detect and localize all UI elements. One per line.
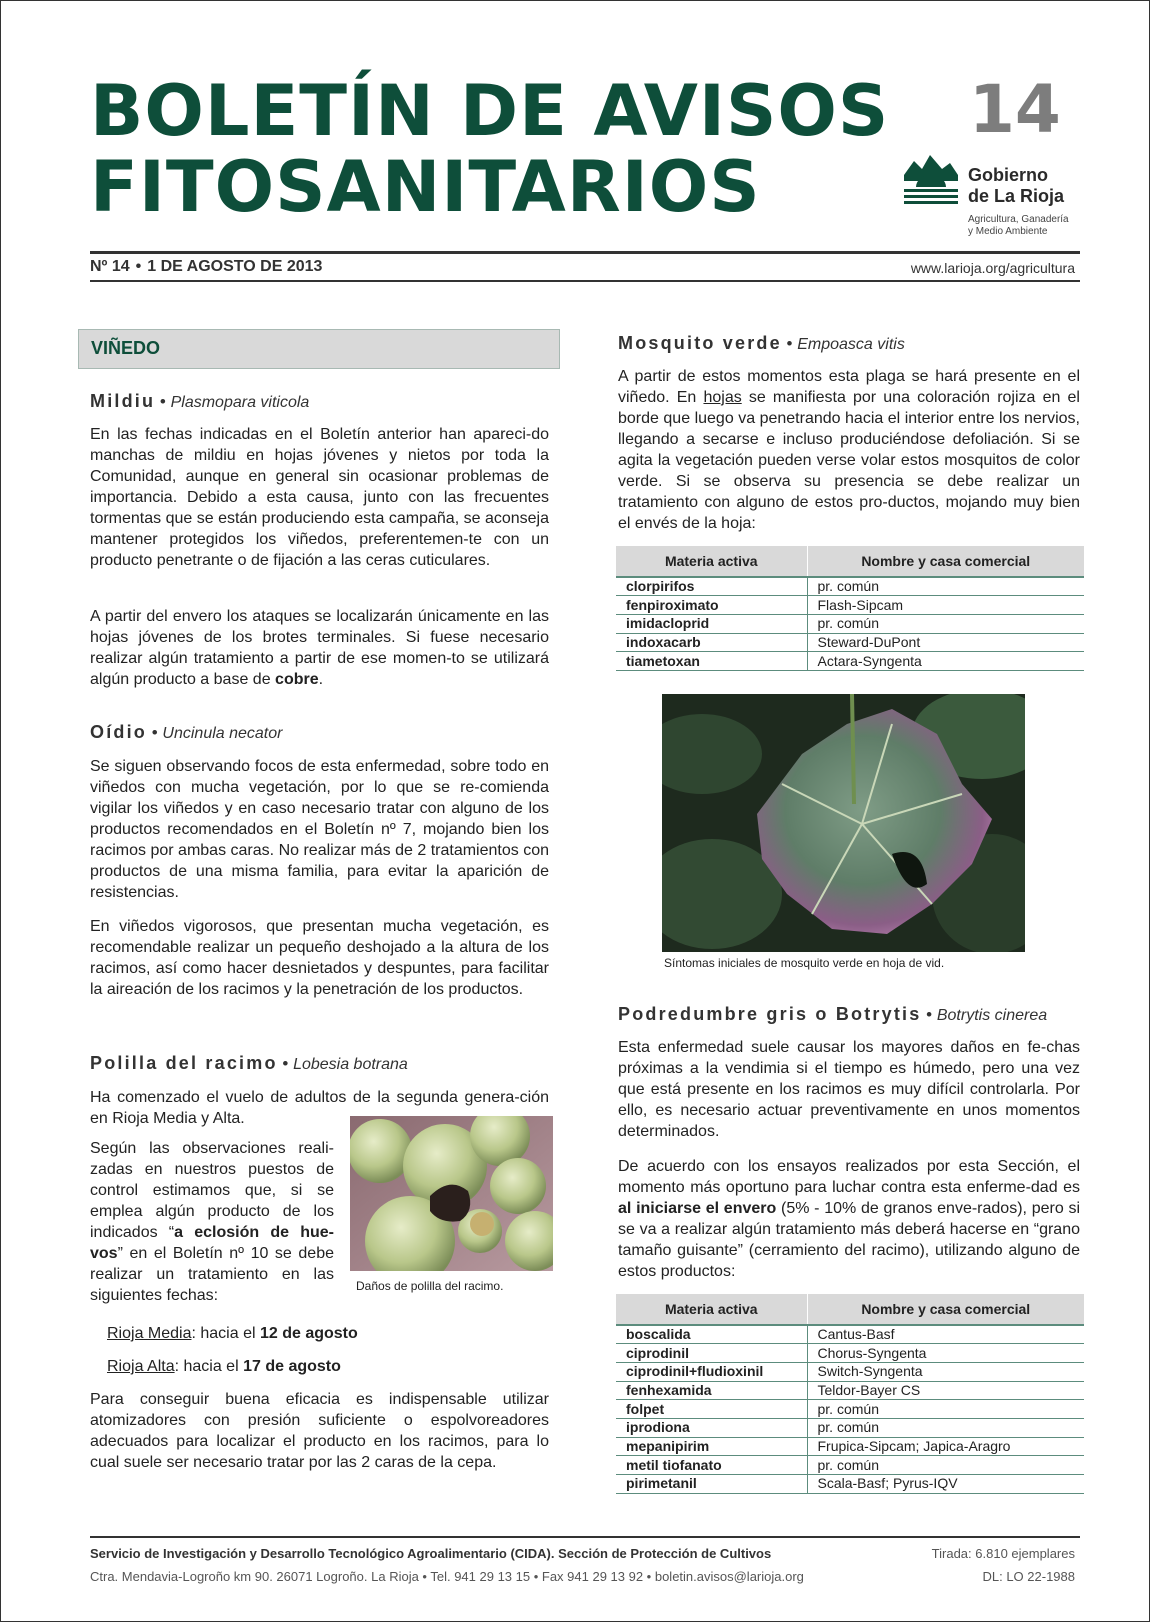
- table-row: fenhexamida Teldor-Bayer CS: [616, 1381, 1084, 1400]
- table-row: boscalida Cantus-Basf: [616, 1325, 1084, 1344]
- title-line-2: FITOSANITARIOS: [90, 146, 761, 228]
- heading-botrytis: Podredumbre gris o Botrytis • Botrytis cinerea: [618, 1004, 1048, 1024]
- mosquito-products-table: [616, 546, 1084, 671]
- botrytis-paragraph-2: De acuerdo con los ensayos realizados por esta Sección, el momento más oportuno para luchar contra esta enferme-dad es al iniciarse el envero (5% - 10% de granos enve-rados), pero si se va a realizar algún tratamiento más deberá hacerse en “grano tamaño guisante” (cerramiento del racimo), utilizando alguno de estos productos:: [618, 1158, 1080, 1280]
- column-header: Materia activa: [616, 1294, 807, 1325]
- header-rule-bottom: [90, 280, 1080, 282]
- polilla-photo-caption: Daños de polilla del racimo.: [356, 1279, 504, 1293]
- footer-service: Servicio de Investigación y Desarrollo Tecnológico Agroalimentario (CIDA). Sección de Protección de Cultivos: [90, 1546, 772, 1561]
- footer-dl: DL: LO 22-1988: [982, 1569, 1075, 1584]
- footer-contact: Ctra. Mendavia-Logroño km 90. 26071 Logroño. La Rioja • Tel. 941 29 13 15 • Fax 941 29 13 92 • boletin.avisos@larioja.org: [90, 1569, 804, 1584]
- issue-number: 14: [969, 71, 1061, 148]
- table-row: indoxacarb Steward-DuPont: [616, 633, 1084, 652]
- oidio-paragraph-2: En viñedos vigorosos, que presentan mucha vegetación, es recomendable realizar un pequeño deshojado a la altura de los racimos, así como hacer desnietados y despuntes, para facilitar la aireación de los racimos y la penetración de los productos.: [90, 918, 549, 998]
- header-rule-top: [90, 251, 1080, 254]
- issue-date: 1 DE AGOSTO DE 2013: [147, 258, 323, 275]
- section-header-vinedo: [78, 329, 560, 369]
- polilla-paragraph-3: Para conseguir buena eficacia es indispensable utilizar atomizadores con presión suficiente o espolvoreadores adecuados para localizar el producto en los racimos, para lo cual suele ser necesario tratar por las 2 caras de la cepa.: [90, 1391, 549, 1471]
- polilla-paragraph-1: Ha comenzado el vuelo de adultos de la segunda genera-ción en Rioja Media y Alta.: [90, 1089, 549, 1127]
- polilla-paragraph-2: Según las observaciones reali-zadas en nuestros puestos de control estimamos que, si se emplea algún producto de los indicados “a eclosión de hue-vos” en el Boletín nº 10 se debe realizar un tratamiento en las siguientes fechas:: [90, 1140, 334, 1304]
- oidio-paragraph-1: Se siguen observando focos de esta enfermedad, sobre todo en viñedos con mucha vegetación, por lo que se re-comienda vigilar los viñedos y en caso necesario tratar con alguno de los productos recomendados en el Boletín nº 7, mojando bien los racimos por ambas caras. No realizar más de 2 tratamientos con productos de una misma familia, para evitar la aparición de resistencias.: [90, 758, 549, 901]
- table-row: fenpiroximato Flash-Sipcam: [616, 596, 1084, 615]
- table-row: clorpirifos pr. común: [616, 577, 1084, 596]
- title-line-1: BOLETÍN DE AVISOS: [90, 70, 890, 152]
- heading-mildiu: Mildiu • Plasmopara viticola: [90, 391, 310, 411]
- logo-name: Gobierno de La Rioja: [968, 165, 1065, 206]
- column-header: Nombre y casa comercial: [807, 1294, 1084, 1325]
- column-header: Materia activa: [616, 546, 807, 577]
- table-row: pirimetanil Scala-Basf; Pyrus-IQV: [616, 1475, 1084, 1494]
- heading-oidio: Oídio • Uncinula necator: [90, 722, 283, 742]
- mosquito-leaf-photo: [662, 694, 1025, 952]
- mildiu-paragraph-1: En las fechas indicadas en el Boletín anterior han apareci-do manchas de mildiu en hojas jóvenes y nietos por toda la Comunidad, aunque en general sin ocasionar problemas de importancia. Debido a esta causa, junto con las frecuentes tormentas que se están produciendo esta campaña, se aconseja mantener protegidos los viñedos, preferentemen-te con un producto penetrante o de fijación a las ceras cuticulares.: [90, 426, 549, 569]
- table-row: folpet pr. común: [616, 1400, 1084, 1419]
- date-rioja-media: Rioja Media: hacia el 12 de agosto: [107, 1325, 358, 1342]
- logo-department: Agricultura, Ganadería y Medio Ambiente: [968, 214, 1069, 237]
- table-row: imidacloprid pr. común: [616, 614, 1084, 633]
- table-row: ciprodinil+fludioxinil Switch-Syngenta: [616, 1362, 1084, 1381]
- issue-label: Nº 14: [90, 258, 130, 275]
- table-row: tiametoxan Actara-Syngenta: [616, 652, 1084, 671]
- footer-rule: [90, 1536, 1080, 1538]
- column-header: Nombre y casa comercial: [807, 546, 1084, 577]
- table-row: ciprodinil Chorus-Syngenta: [616, 1344, 1084, 1363]
- table-row: metil tiofanato pr. común: [616, 1456, 1084, 1475]
- mosquito-paragraph: A partir de estos momentos esta plaga se hará presente en el viñedo. En hojas se manifiesta por una coloración rojiza en el borde que luego va penetrando hacia el interior entre los nervios, llegando a secarse e incluso produciéndose defoliación. Si se agita la vegetación pueden verse volar estos mosquitos de color verde. Si se observa su presencia se debe realizar un tratamiento con alguno de estos pro-ductos, mojando muy bien el envés de la hoja:: [618, 368, 1080, 532]
- heading-mosquito: Mosquito verde • Empoasca vitis: [618, 333, 905, 353]
- mildiu-paragraph-2: A partir del envero los ataques se localizarán únicamente en las hojas jóvenes de los brotes terminales. Si fuese necesario realizar algún tratamiento a partir de ese momen-to se utilizará algún producto a base de cobre.: [90, 608, 549, 688]
- footer-tirada: Tirada: 6.810 ejemplares: [931, 1546, 1075, 1561]
- heading-polilla: Polilla del racimo • Lobesia botrana: [90, 1053, 408, 1073]
- table-row: mepanipirim Frupica-Sipcam; Japica-Aragro: [616, 1437, 1084, 1456]
- polilla-photo: [350, 1116, 553, 1271]
- botrytis-products-table: [616, 1294, 1084, 1494]
- rioja-emblem-icon: [904, 155, 958, 207]
- section-title: VIÑEDO: [91, 338, 161, 358]
- issue-line: [90, 258, 322, 276]
- bullet-separator: •: [135, 258, 142, 275]
- table-header-row: [616, 546, 1084, 577]
- botrytis-paragraph-1: Esta enfermedad suele causar los mayores daños en fe-chas próximas a la vendimia si el tiempo es húmedo, pero una vez que está presente en los racimos es muy difícil controlarla. Por ello, es necesario actuar preventivamente en unos momentos determinados.: [618, 1039, 1080, 1140]
- table-row: iprodiona pr. común: [616, 1418, 1084, 1437]
- bulletin-title: [90, 70, 890, 228]
- date-rioja-alta: Rioja Alta: hacia el 17 de agosto: [107, 1358, 341, 1375]
- mosquito-photo-caption: Síntomas iniciales de mosquito verde en hoja de vid.: [664, 956, 945, 970]
- gobierno-rioja-logo: [904, 151, 1079, 246]
- table-header-row: [616, 1294, 1084, 1325]
- website-link[interactable]: www.larioja.org/agricultura: [910, 260, 1075, 276]
